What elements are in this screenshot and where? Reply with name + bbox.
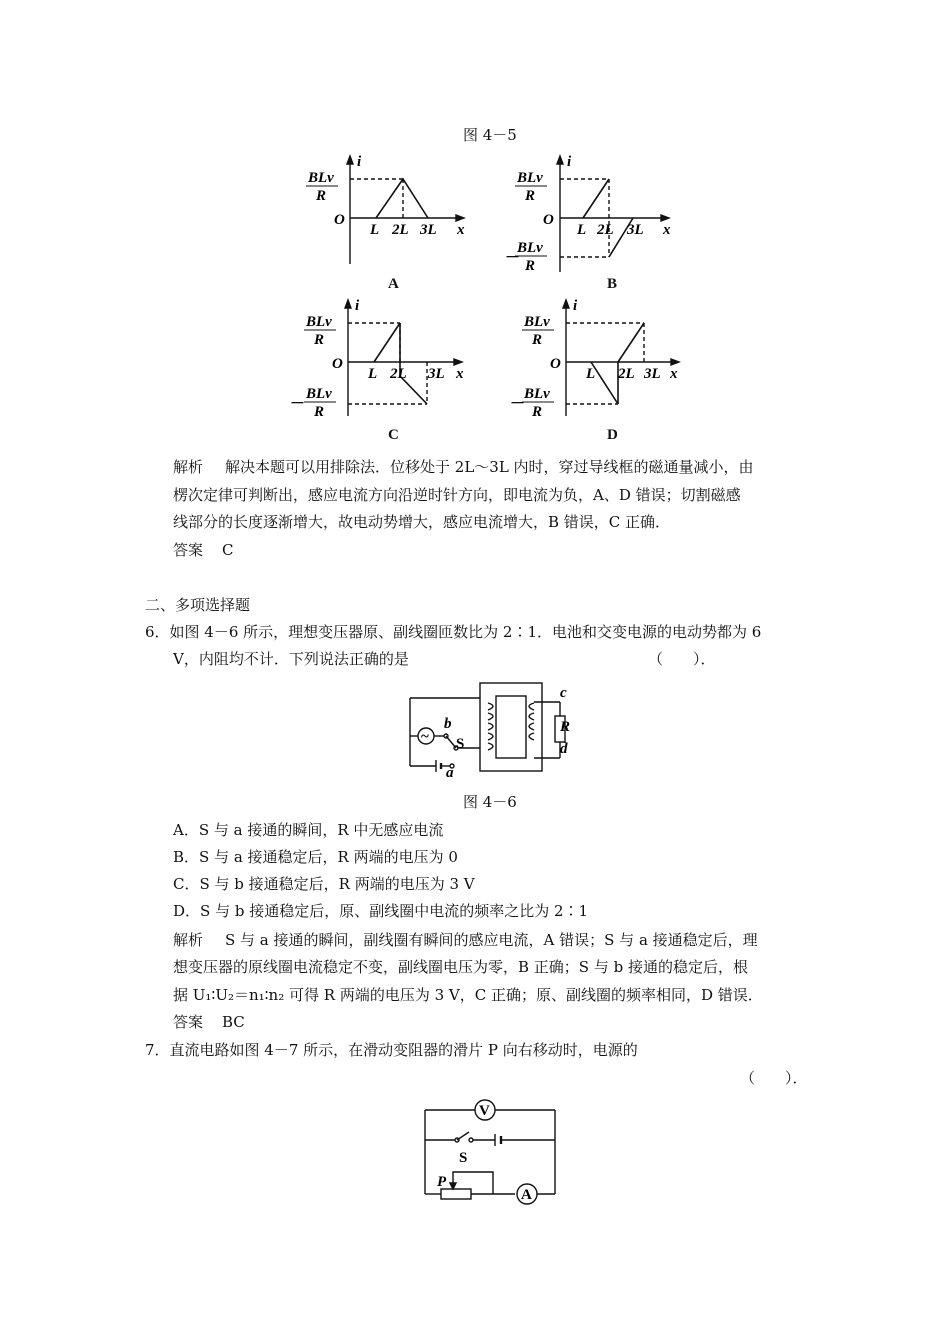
graph-d: [510, 296, 690, 421]
fig46-label-s: S: [456, 736, 465, 752]
q7-bracket: （ ）．: [740, 1069, 808, 1087]
q5-analysis-line-2: 楞次定律可判断出，感应电流方向沿逆时针方向，即电流为负，A、D 错误；切割磁感: [173, 486, 741, 504]
q5-analysis-line-1: 解决本题可以用排除法．位移处于 2L～3L 内时，穿过导线框的磁通量减小，由: [225, 458, 754, 476]
tick-2L: 2L: [390, 366, 407, 382]
voltmeter-label: V: [479, 1103, 490, 1119]
fig45-caption: 图 4－5: [463, 126, 517, 144]
q5-analysis-label: 解析: [173, 458, 204, 476]
graph-b: [505, 152, 685, 277]
neg-amp-den: R: [525, 258, 536, 274]
q6-bracket: （ ）．: [648, 650, 716, 668]
ammeter-label: A: [521, 1187, 532, 1203]
q5-answer: C: [222, 541, 234, 559]
origin-label: O: [334, 212, 345, 228]
amp-num: BLv: [517, 170, 543, 186]
fig47-circuit: [415, 1096, 565, 1206]
q6-analysis-line-1: S 与 a 接通的瞬间，副线圈有瞬间的感应电流，A 错误；S 与 a 接通稳定后，理: [225, 931, 758, 949]
neg-sign: －: [510, 396, 526, 412]
q6-stem-line-1: 6．如图 4－6 所示，理想变压器原、副线圈匝数比为 2∶1．电池和交变电源的电动势都为 6: [145, 623, 762, 641]
q6-analysis-label: 解析: [173, 931, 204, 949]
q5-answer-label: 答案: [173, 541, 204, 559]
tick-L: L: [368, 366, 378, 382]
tick-L: L: [370, 222, 380, 238]
neg-amp-den: R: [532, 404, 543, 420]
fig46-caption: 图 4－6: [463, 793, 517, 811]
option-c-label: C: [388, 427, 399, 443]
tick-L: L: [586, 366, 596, 382]
origin-label: O: [332, 356, 343, 372]
option-d-label: D: [607, 427, 618, 443]
q6-analysis-line-2: 想变压器的原线圈电流稳定不变，副线圈电压为零，B 正确；S 与 b 接通的稳定后，根: [173, 958, 748, 976]
q6-choice-c: C．S 与 b 接通稳定后，R 两端的电压为 3 V: [173, 875, 475, 893]
q6-choice-d: D．S 与 b 接通稳定后，原、副线圈中电流的频率之比为 2∶1: [173, 902, 589, 920]
amp-den: R: [532, 332, 543, 348]
tick-2L: 2L: [392, 222, 409, 238]
neg-amp-num: BLv: [517, 240, 543, 256]
axis-x-label: x: [457, 222, 465, 238]
graph-c: [290, 296, 480, 421]
fig46-label-c: c: [560, 685, 567, 701]
tick-3L: 3L: [627, 222, 644, 238]
slider-label: P: [437, 1174, 447, 1190]
fig46-label-d: d: [560, 741, 568, 757]
origin-label: O: [550, 356, 561, 372]
q5-analysis-line-3: 线部分的长度逐渐增大，故电动势增大，感应电流增大，B 错误，C 正确．: [173, 513, 671, 531]
axis-i-label: i: [357, 154, 362, 170]
fig46-label-a: a: [446, 765, 454, 778]
q6-stem-line-2: V，内阻均不计．下列说法正确的是: [173, 650, 409, 668]
axis-x-label: x: [670, 366, 678, 382]
q6-answer-label: 答案: [173, 1013, 204, 1031]
fig46-circuit: [400, 678, 590, 778]
section-heading: 二、多项选择题: [145, 596, 251, 614]
q6-analysis-line-3: 据 U₁∶U₂＝n₁∶n₂ 可得 R 两端的电压为 3 V，C 正确；原、副线圈的频率相同，D 错误．: [173, 986, 763, 1004]
fig46-label-r: R: [560, 719, 571, 735]
axis-i-label: i: [355, 298, 360, 314]
amp-num: BLv: [308, 170, 334, 186]
option-b-label: B: [607, 276, 618, 292]
neg-sign: －: [290, 396, 306, 412]
amp-den: R: [525, 188, 536, 204]
switch-label: S: [459, 1150, 468, 1166]
amp-den: R: [316, 188, 327, 204]
tick-2L: 2L: [618, 366, 635, 382]
axis-x-label: x: [663, 222, 671, 238]
neg-sign: －: [505, 250, 521, 266]
q6-answer: BC: [222, 1013, 245, 1031]
tick-L: L: [577, 222, 587, 238]
amp-num: BLv: [306, 314, 332, 330]
fig46-label-b: b: [444, 716, 452, 732]
q6-choice-b: B．S 与 a 接通稳定后，R 两端的电压为 0: [173, 848, 458, 866]
neg-amp-den: R: [314, 404, 325, 420]
tick-3L: 3L: [644, 366, 661, 382]
ac-source-symbol: ~: [421, 729, 429, 745]
tick-3L: 3L: [428, 366, 445, 382]
axis-x-label: x: [456, 366, 464, 382]
neg-amp-num: BLv: [306, 386, 332, 402]
q7-stem: 7．直流电路如图 4－7 所示，在滑动变阻器的滑片 P 向右移动时，电源的: [145, 1041, 638, 1059]
graph-a: [300, 152, 480, 272]
neg-amp-num: BLv: [524, 386, 550, 402]
axis-i-label: i: [573, 298, 578, 314]
q6-choice-a: A．S 与 a 接通的瞬间，R 中无感应电流: [173, 821, 444, 839]
tick-2L: 2L: [597, 222, 614, 238]
axis-i-label: i: [567, 154, 572, 170]
amp-den: R: [314, 332, 325, 348]
origin-label: O: [543, 212, 554, 228]
option-a-label: A: [388, 276, 399, 292]
amp-num: BLv: [524, 314, 550, 330]
tick-3L: 3L: [420, 222, 437, 238]
